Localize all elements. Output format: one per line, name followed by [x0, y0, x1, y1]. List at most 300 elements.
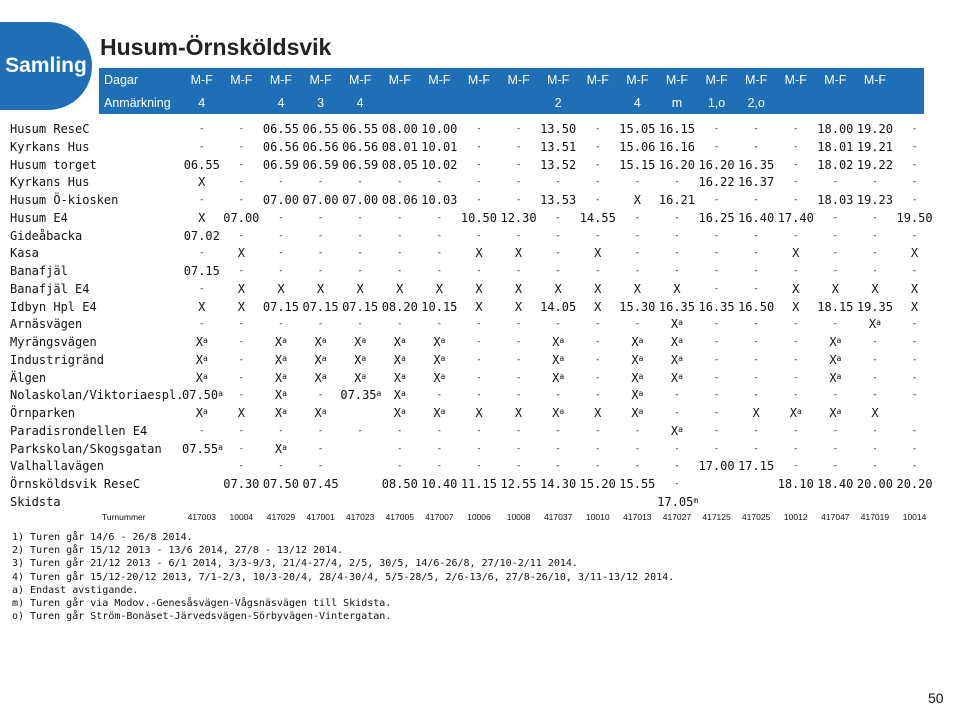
time-cell: -: [397, 248, 403, 259]
time-cell: $X^a$: [670, 423, 683, 438]
stop-name: Nolaskolan/Viktoriaespl.: [10, 388, 184, 403]
time-cell: $X^a$: [274, 406, 287, 420]
time-cell: 17.15: [738, 459, 775, 474]
time-cell: -: [832, 461, 839, 472]
remark-cell: 4: [198, 96, 206, 110]
time-cell: -: [595, 124, 601, 134]
time-cell: -: [713, 141, 720, 152]
time-cell: 10.03: [421, 193, 458, 207]
time-cell: 13.53: [540, 193, 577, 207]
time-cell: -: [397, 319, 403, 330]
table-row: [0, 370, 960, 388]
time-cell: -: [238, 141, 245, 152]
time-cell: -: [199, 195, 205, 205]
time-cell: -: [713, 248, 720, 259]
turnummer-cell: 10012: [783, 512, 808, 522]
time-cell: $X^a$: [631, 335, 644, 349]
time-cell: -: [515, 372, 522, 383]
time-cell: X: [198, 210, 206, 225]
time-cell: 18.40: [817, 477, 854, 491]
stop-name: Paradisrondellen E4: [10, 423, 148, 438]
turnummer-cell: 417001: [306, 512, 335, 522]
time-cell: -: [872, 443, 878, 454]
time-cell: 07.00: [302, 193, 339, 207]
time-cell: -: [317, 230, 324, 241]
time-cell: -: [832, 266, 839, 276]
time-cell: X: [237, 246, 245, 261]
time-cell: -: [436, 212, 443, 223]
days-label: Dagar: [104, 73, 139, 87]
time-cell: 18.03: [817, 193, 854, 207]
time-cell: -: [753, 425, 759, 436]
time-cell: -: [515, 124, 522, 134]
stop-name: Kasa: [10, 246, 39, 261]
table-row: [0, 263, 960, 281]
time-cell: -: [199, 124, 205, 134]
time-cell: -: [555, 390, 561, 401]
table-row: [0, 139, 960, 157]
time-cell: -: [555, 443, 561, 454]
time-cell: 06.55: [262, 122, 299, 136]
time-cell: -: [595, 159, 601, 170]
time-cell: -: [872, 354, 878, 365]
turnummer-cell: 417019: [860, 512, 890, 522]
time-cell: $X^a$: [670, 317, 683, 332]
time-cell: -: [397, 230, 403, 241]
time-cell: -: [357, 212, 363, 223]
time-cell: 16.37: [738, 175, 775, 190]
time-cell: -: [317, 319, 324, 330]
time-cell: 19.23: [856, 193, 893, 207]
day-cell: M-F: [626, 73, 649, 87]
time-cell: 16.21: [658, 193, 695, 207]
time-cell: -: [911, 319, 918, 330]
time-cell: 10.40: [421, 477, 458, 491]
time-cell: 19.22: [856, 157, 893, 172]
time-cell: -: [595, 141, 601, 152]
turnummer-cell: 417025: [741, 512, 771, 522]
time-cell: -: [436, 266, 443, 276]
time-cell: -: [793, 266, 799, 276]
stop-name: Gideåbacka: [10, 228, 83, 243]
time-cell: -: [872, 372, 878, 383]
time-cell: -: [713, 195, 720, 205]
time-cell: -: [238, 354, 245, 365]
time-cell: -: [634, 319, 641, 330]
footnote: 4) Turen går 15/12-20/12 2013, 7/1-2/3, 10/3-20/4, 28/4-30/4, 5/5-28/5, 2/6-13/6, 27/8-26/10, 3/11-13/12 2014.: [12, 571, 675, 583]
time-cell: -: [793, 319, 799, 330]
turnummer-cell: 417047: [821, 512, 850, 522]
time-cell: $X^a$: [393, 406, 406, 420]
time-cell: 18.01: [817, 139, 854, 154]
time-cell: X: [237, 299, 245, 314]
time-cell: 18.02: [817, 157, 854, 172]
time-cell: 18.15: [817, 299, 854, 314]
time-cell: -: [634, 461, 641, 472]
day-cell: M-F: [467, 73, 491, 87]
stop-name: Industrigränd: [10, 352, 104, 367]
time-cell: $X^a$: [829, 335, 842, 349]
section-badge: Samling: [0, 22, 92, 110]
time-cell: -: [278, 212, 284, 223]
time-cell: $X^a$: [552, 406, 565, 420]
time-cell: 10.02: [421, 157, 458, 172]
time-cell: -: [476, 372, 482, 383]
time-cell: 19.20: [856, 122, 893, 136]
time-cell: $X^a$: [314, 352, 327, 367]
day-cell: M-F: [230, 73, 253, 87]
time-cell: $X^a$: [670, 352, 683, 367]
time-cell: -: [793, 177, 799, 188]
stop-name: Husum ReseC: [10, 122, 90, 136]
time-cell: X: [554, 281, 562, 296]
time-cell: 16.15: [658, 122, 695, 136]
turnummer-cell: 10006: [467, 512, 491, 522]
time-cell: 07.45: [302, 477, 339, 491]
time-cell: 06.56: [262, 139, 299, 154]
time-cell: X: [910, 246, 919, 261]
time-cell: X: [792, 281, 800, 296]
time-cell: $X^a$: [274, 388, 287, 403]
time-cell: -: [555, 461, 561, 472]
time-cell: -: [317, 248, 324, 259]
time-cell: 19.35: [856, 299, 893, 314]
turnummer-cell: 417027: [662, 512, 692, 522]
time-cell: $X^a$: [274, 335, 287, 349]
time-cell: -: [674, 230, 680, 241]
time-cell: -: [476, 443, 482, 454]
time-cell: -: [753, 443, 759, 454]
time-cell: -: [278, 266, 284, 276]
stop-name: Örnsköldsvik ReseC: [10, 477, 141, 491]
time-cell: 18.10: [777, 477, 814, 491]
time-cell: -: [357, 248, 363, 259]
time-cell: $X^a$: [393, 388, 406, 403]
stop-name: Skidsta: [10, 494, 61, 509]
time-cell: -: [515, 443, 522, 454]
time-cell: -: [278, 461, 284, 472]
time-cell: $X^a$: [433, 370, 446, 385]
remarks-label: Anmärkning: [104, 96, 171, 110]
time-cell: -: [911, 124, 918, 134]
day-cell: M-F: [309, 73, 332, 87]
time-cell: 16.35: [658, 299, 695, 314]
stop-name: Örnparken: [10, 406, 76, 420]
time-cell: -: [911, 425, 918, 436]
time-cell: -: [753, 248, 759, 259]
stop-name: Parkskolan/Skogsgatan: [10, 441, 162, 456]
time-cell: $X^a$: [789, 406, 802, 420]
time-cell: $X^a$: [195, 335, 208, 349]
time-cell: -: [436, 177, 443, 188]
turnummer-cell: 10008: [506, 512, 531, 522]
footnote: m) Turen går via Modov.-Genesåsvägen-Vågsnäsvägen till Skidsta.: [12, 598, 392, 609]
time-cell: -: [753, 266, 759, 276]
time-cell: -: [555, 212, 561, 223]
turnummer-cell: 417005: [385, 512, 414, 522]
time-cell: 08.00: [381, 122, 418, 136]
time-cell: -: [555, 319, 561, 330]
time-cell: -: [674, 177, 680, 188]
time-cell: -: [278, 319, 284, 330]
time-cell: $X^a$: [631, 352, 644, 367]
stop-name: Älgen: [10, 370, 47, 385]
time-cell: -: [911, 390, 918, 401]
time-cell: X: [514, 246, 523, 261]
table-row: [0, 352, 960, 370]
turnummer-cell: 417003: [187, 512, 216, 522]
time-cell: -: [713, 283, 720, 294]
time-cell: -: [674, 408, 680, 418]
time-cell: 07.15: [262, 299, 299, 314]
time-cell: $X^a$: [393, 335, 406, 349]
time-cell: -: [832, 319, 839, 330]
time-cell: -: [357, 266, 363, 276]
time-cell: -: [911, 372, 918, 383]
time-cell: -: [555, 230, 561, 241]
day-cell: M-F: [784, 73, 807, 87]
time-cell: -: [793, 372, 799, 383]
time-cell: -: [595, 461, 601, 472]
time-cell: $X^a$: [552, 335, 565, 349]
remark-cell: 2: [554, 96, 562, 110]
time-cell: 10.15: [421, 299, 458, 314]
day-cell: M-F: [190, 73, 213, 87]
time-cell: -: [317, 461, 324, 472]
time-cell: X: [237, 281, 245, 296]
time-cell: 13.51: [540, 139, 577, 154]
table-row: [0, 494, 960, 512]
stop-name: Husum Ö-kiosken: [10, 193, 119, 207]
time-cell: -: [515, 337, 522, 347]
time-cell: -: [238, 390, 245, 401]
day-cell: M-F: [705, 73, 728, 87]
time-cell: -: [199, 283, 205, 294]
stop-name: Banafjäl E4: [10, 281, 90, 296]
time-cell: -: [634, 443, 641, 454]
time-cell: -: [515, 141, 522, 152]
time-cell: $X^a$: [631, 406, 644, 420]
time-cell: X: [435, 281, 443, 296]
time-cell: -: [238, 124, 245, 134]
time-cell: $X^a$: [393, 352, 406, 367]
time-cell: 12.55: [500, 477, 537, 491]
time-cell: -: [793, 461, 799, 472]
time-cell: 16.40: [738, 210, 775, 225]
time-cell: -: [515, 461, 522, 472]
time-cell: $X^a$: [868, 317, 881, 332]
time-cell: X: [198, 299, 206, 314]
time-cell: 10.01: [421, 139, 458, 154]
time-cell: $X^a$: [195, 406, 208, 420]
time-cell: 16.25: [698, 210, 735, 225]
table-row: [0, 281, 960, 299]
turnummer-cell: 417013: [623, 512, 652, 522]
time-cell: -: [753, 390, 759, 401]
time-cell: -: [872, 461, 878, 472]
stop-name: Kyrkans Hus: [10, 139, 90, 154]
time-cell: 06.55: [183, 157, 220, 172]
day-cell: M-F: [388, 73, 411, 87]
time-cell: -: [515, 425, 522, 436]
time-cell: -: [397, 443, 403, 454]
time-cell: 16.20: [698, 157, 735, 172]
time-cell: 14.55: [579, 210, 616, 225]
time-cell: 07.00: [223, 210, 260, 225]
time-cell: -: [238, 266, 245, 276]
time-cell: 07.00: [262, 193, 299, 207]
time-cell: 07.50: [262, 477, 299, 491]
time-cell: X: [594, 246, 602, 261]
stop-name: Kyrkans Hus: [10, 175, 90, 190]
time-cell: -: [238, 372, 245, 383]
table-row: [0, 316, 960, 334]
time-cell: X: [198, 175, 206, 190]
time-cell: 07.15: [302, 299, 339, 314]
time-cell: 07.35$^a$: [340, 388, 382, 403]
time-cell: -: [595, 319, 601, 330]
time-cell: -: [238, 159, 245, 170]
time-cell: $X^a$: [829, 370, 842, 385]
time-cell: X: [475, 299, 483, 314]
time-cell: X: [594, 406, 602, 420]
time-cell: -: [476, 195, 482, 205]
time-cell: $X^a$: [274, 352, 287, 367]
time-cell: -: [753, 124, 759, 134]
time-cell: -: [832, 443, 839, 454]
table-row: [0, 405, 960, 423]
time-cell: -: [911, 195, 918, 205]
time-cell: -: [476, 124, 482, 134]
time-cell: $X^a$: [195, 352, 208, 367]
time-cell: -: [832, 212, 839, 223]
time-cell: -: [793, 337, 799, 347]
day-cell: M-F: [824, 73, 847, 87]
time-cell: 10.50: [460, 210, 497, 225]
time-cell: -: [713, 354, 720, 365]
turnummer-label: Turnummer: [102, 512, 146, 522]
table-row: [0, 157, 960, 175]
time-cell: -: [911, 443, 918, 454]
time-cell: X: [237, 406, 245, 420]
footnote: a) Endast avstigande.: [12, 584, 139, 596]
time-cell: -: [476, 141, 482, 152]
time-cell: $X^a$: [433, 335, 446, 349]
time-cell: -: [713, 266, 720, 276]
time-cell: -: [317, 390, 324, 401]
table-row: [0, 228, 960, 246]
table-row: [0, 387, 960, 405]
time-cell: -: [317, 177, 324, 188]
time-cell: 15.30: [619, 299, 656, 314]
time-cell: -: [753, 283, 759, 294]
time-cell: 16.35: [738, 157, 775, 172]
time-cell: -: [357, 177, 363, 188]
time-cell: $X^a$: [314, 335, 327, 349]
time-cell: $X^a$: [631, 388, 644, 403]
time-cell: -: [634, 425, 641, 436]
time-cell: -: [713, 230, 720, 241]
time-cell: -: [476, 319, 482, 330]
time-cell: -: [911, 177, 918, 188]
time-cell: $X^a$: [314, 406, 327, 420]
remark-cell: 4: [277, 96, 285, 110]
time-cell: X: [594, 281, 602, 296]
time-cell: -: [238, 195, 245, 205]
time-cell: -: [436, 230, 443, 241]
time-cell: $X^a$: [393, 370, 406, 385]
page-number: 50: [928, 690, 944, 706]
time-cell: $X^a$: [274, 370, 287, 385]
time-cell: -: [872, 337, 878, 347]
time-cell: $X^a$: [552, 352, 565, 367]
time-cell: 15.15: [619, 157, 656, 172]
time-cell: -: [476, 337, 482, 347]
time-cell: -: [713, 337, 720, 347]
time-cell: -: [436, 319, 443, 330]
time-cell: 06.59: [342, 157, 379, 172]
time-cell: -: [555, 177, 561, 188]
day-cell: M-F: [547, 73, 570, 87]
time-cell: -: [713, 408, 720, 418]
turnummer-cell: 10014: [902, 512, 927, 522]
time-cell: -: [832, 390, 839, 401]
time-cell: -: [595, 266, 601, 276]
time-cell: -: [674, 390, 680, 401]
time-cell: $X^a$: [829, 352, 842, 367]
time-cell: -: [515, 390, 522, 401]
time-cell: X: [792, 299, 800, 314]
time-cell: -: [674, 443, 680, 454]
time-cell: $X^a$: [354, 352, 367, 367]
time-cell: 16.35: [698, 299, 735, 314]
time-cell: -: [476, 461, 482, 472]
time-cell: -: [753, 141, 759, 152]
time-cell: $X^a$: [354, 335, 367, 349]
time-cell: -: [793, 390, 799, 401]
table-row: [0, 458, 960, 476]
time-cell: 20.00: [856, 477, 893, 491]
time-cell: -: [634, 266, 641, 276]
time-cell: -: [793, 124, 799, 134]
time-cell: -: [793, 354, 799, 365]
time-cell: 08.50: [381, 477, 418, 491]
stop-name: Banafjäl: [10, 264, 68, 278]
turnummer-cell: 417007: [425, 512, 454, 522]
time-cell: 16.50: [738, 299, 775, 314]
time-cell: $X^a$: [670, 370, 683, 385]
time-cell: -: [357, 425, 363, 436]
stop-name: Arnäsvägen: [10, 317, 83, 332]
time-cell: $X^a$: [829, 406, 842, 420]
time-cell: -: [199, 248, 205, 259]
time-cell: -: [911, 159, 918, 170]
time-cell: -: [872, 212, 878, 223]
table-row: [0, 192, 960, 210]
time-cell: -: [199, 141, 205, 152]
turnummer-cell: 417037: [543, 512, 573, 522]
time-cell: -: [515, 319, 522, 330]
time-cell: -: [317, 443, 324, 454]
turnummer-cell: 10004: [229, 512, 254, 522]
time-cell: -: [278, 248, 284, 259]
time-cell: -: [713, 425, 720, 436]
time-cell: 07.50$^a$: [182, 388, 223, 403]
time-cell: -: [595, 354, 601, 365]
time-cell: -: [911, 141, 918, 152]
time-cell: -: [832, 425, 839, 436]
time-cell: -: [872, 177, 878, 188]
